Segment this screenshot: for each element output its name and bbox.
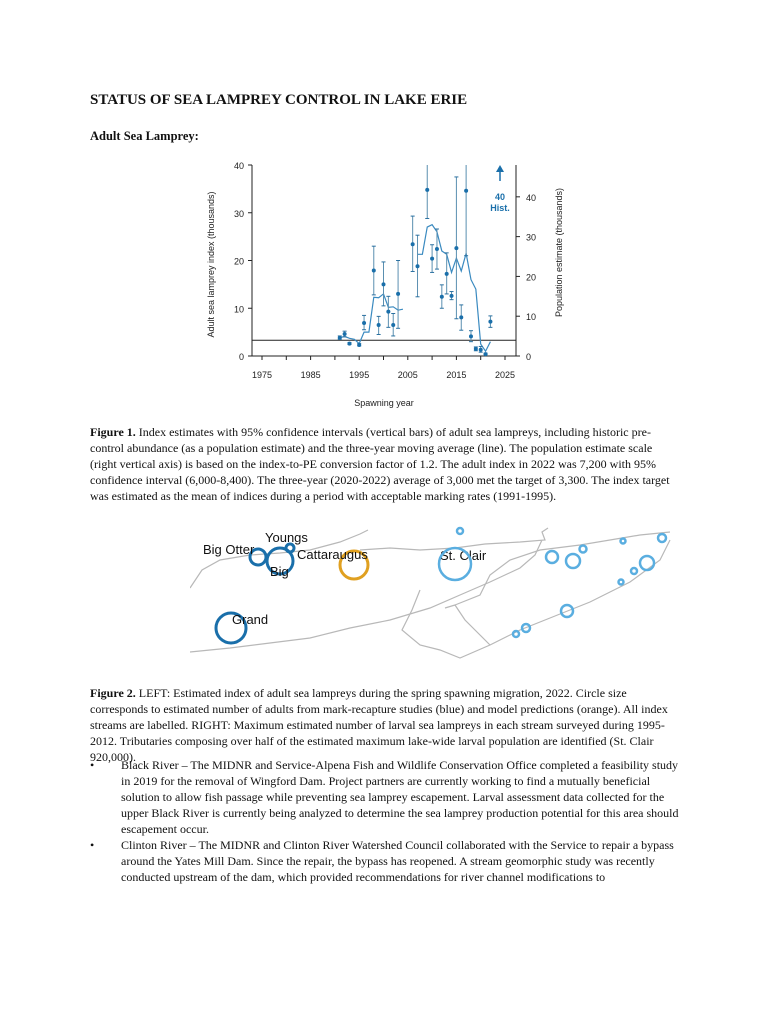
section-heading: Adult Sea Lamprey: xyxy=(90,129,199,143)
y2-tick-label: 10 xyxy=(526,312,537,323)
larval-circle xyxy=(619,580,624,585)
data-point xyxy=(484,352,488,356)
list-item: • Black River – The MIDNR and Service-Alpena Fish and Wildlife Conservation Office completed a feasibility study in 2019 for the removal of Wingford Dam. Project partners are currently working to find a mutually beneficial solution to allow fish passage while preventing sea lamprey escapement. Larval assessment data collected for the upper Black River is currently being analyzed to determine the sea lamprey production potential for this area should escapement occur. xyxy=(90,757,680,837)
data-point xyxy=(357,343,361,347)
hist-value: 40 xyxy=(494,192,506,202)
x-tick-label: 2025 xyxy=(494,370,516,380)
y-tick-label: 10 xyxy=(233,304,244,315)
data-point xyxy=(469,334,473,338)
data-point xyxy=(454,246,458,250)
x-tick-label: 1985 xyxy=(300,370,321,380)
data-point xyxy=(459,315,463,319)
figure-1-chart xyxy=(195,155,585,415)
hist-label: Hist. xyxy=(490,203,510,213)
y2-tick-label: 0 xyxy=(526,352,532,362)
data-point xyxy=(464,189,468,193)
data-point xyxy=(377,323,381,327)
figure-label: Figure 1. xyxy=(90,425,136,439)
data-point xyxy=(338,336,342,340)
data-point xyxy=(479,348,483,352)
data-point xyxy=(440,295,444,299)
data-point xyxy=(474,347,478,351)
youngs-circle xyxy=(286,544,294,552)
data-point xyxy=(372,269,376,273)
data-point xyxy=(391,323,395,327)
y-tick-label: 0 xyxy=(238,352,244,362)
data-point xyxy=(488,320,492,324)
x-tick-label: 1995 xyxy=(349,370,370,380)
figure-label: Figure 2. xyxy=(90,686,136,700)
label-st-clair: St. Clair xyxy=(440,548,487,563)
x-axis-label: Spawning year xyxy=(354,398,414,408)
data-point xyxy=(347,342,351,346)
larval-circle xyxy=(566,554,580,568)
data-point xyxy=(382,282,386,286)
y2-axis-label: Population estimate (thousands) xyxy=(554,187,564,318)
figure-2-maps xyxy=(190,520,690,670)
y-tick-label: 40 xyxy=(233,161,244,171)
y-axis-label: Adult sea lamprey index (thousands) xyxy=(206,191,216,338)
larval-circle xyxy=(640,556,654,570)
hist-arrow-head-icon xyxy=(496,165,504,172)
right-map-circles xyxy=(439,528,666,637)
x-tick-label: 1975 xyxy=(251,370,273,380)
page-title: STATUS OF SEA LAMPREY CONTROL IN LAKE ERIE xyxy=(90,92,468,108)
label-grand: Grand xyxy=(232,612,269,627)
y-tick-label: 20 xyxy=(233,256,244,267)
figure-1-caption xyxy=(90,424,675,504)
data-point xyxy=(343,332,347,336)
y-tick-label: 30 xyxy=(233,208,244,219)
data-point xyxy=(445,272,449,276)
data-point xyxy=(362,321,366,325)
caption-text: LEFT: Estimated index of adult sea lampreys during the spring spawning migration, 2022. Circle size corresponds to estimated number of adults from mark-recapture studies (blue) and model predictions (orange). All index streams are labelled. RIGHT: Maximum estimated number of larval sea lampreys in each stream surveyed during 1995-2012. Tributaries composing over half of the estimated maximum lake-wide larval population are identified (St. Clair 920,000). xyxy=(90,686,668,764)
data-point xyxy=(450,294,454,298)
data-point xyxy=(396,292,400,296)
data-point xyxy=(416,264,420,268)
moving-average-line xyxy=(418,225,491,352)
caption-text: Index estimates with 95% confidence intervals (vertical bars) of adult sea lampreys, including historic pre-control abundance (as a population estimate) and the three-year moving average (line). The population estimate scale (right vertical axis) is based on the index-to-PE conversion factor of 1.2. The adult index in 2022 was 7,200 with 95% confidence interval (6,000-8,400). The three-year (2020-2022) average of 3,000 met the target of 3,300. The index target was estimated as the mean of indices during a period with acceptable marking rates (1991-1995). xyxy=(90,425,670,503)
x-tick-label: 2005 xyxy=(397,370,418,380)
larval-circle xyxy=(457,528,463,534)
larval-circle xyxy=(621,539,626,544)
y2-tick-label: 30 xyxy=(526,232,537,243)
label-big: Big xyxy=(270,564,289,579)
larval-circle xyxy=(580,546,587,553)
larval-circle xyxy=(513,631,519,637)
label-cattaraugus: Cattaraugus xyxy=(297,547,368,562)
list-item: • Clinton River – The MIDNR and Clinton River Watershed Council collaborated with the Service to repair a bypass around the Yates Mill Dam. Since the repair, the bypass has reopened. A stream geomorphic study was recently conducted upstream of the dam, which provided recommendations for river channel modifications to xyxy=(90,837,680,885)
data-point xyxy=(435,247,439,251)
data-point xyxy=(386,310,390,314)
figure-2-caption xyxy=(90,685,675,765)
data-point xyxy=(411,242,415,246)
larval-circle xyxy=(631,568,637,574)
label-big-otter: Big Otter xyxy=(203,542,255,557)
larval-circle xyxy=(658,534,666,542)
y2-tick-label: 40 xyxy=(526,192,537,203)
label-youngs: Youngs xyxy=(265,530,308,545)
data-point xyxy=(430,257,434,261)
x-tick-label: 2015 xyxy=(446,370,467,380)
data-point xyxy=(425,188,429,192)
larval-circle xyxy=(546,551,558,563)
y2-tick-label: 20 xyxy=(526,272,537,283)
bullet-list xyxy=(90,757,680,885)
